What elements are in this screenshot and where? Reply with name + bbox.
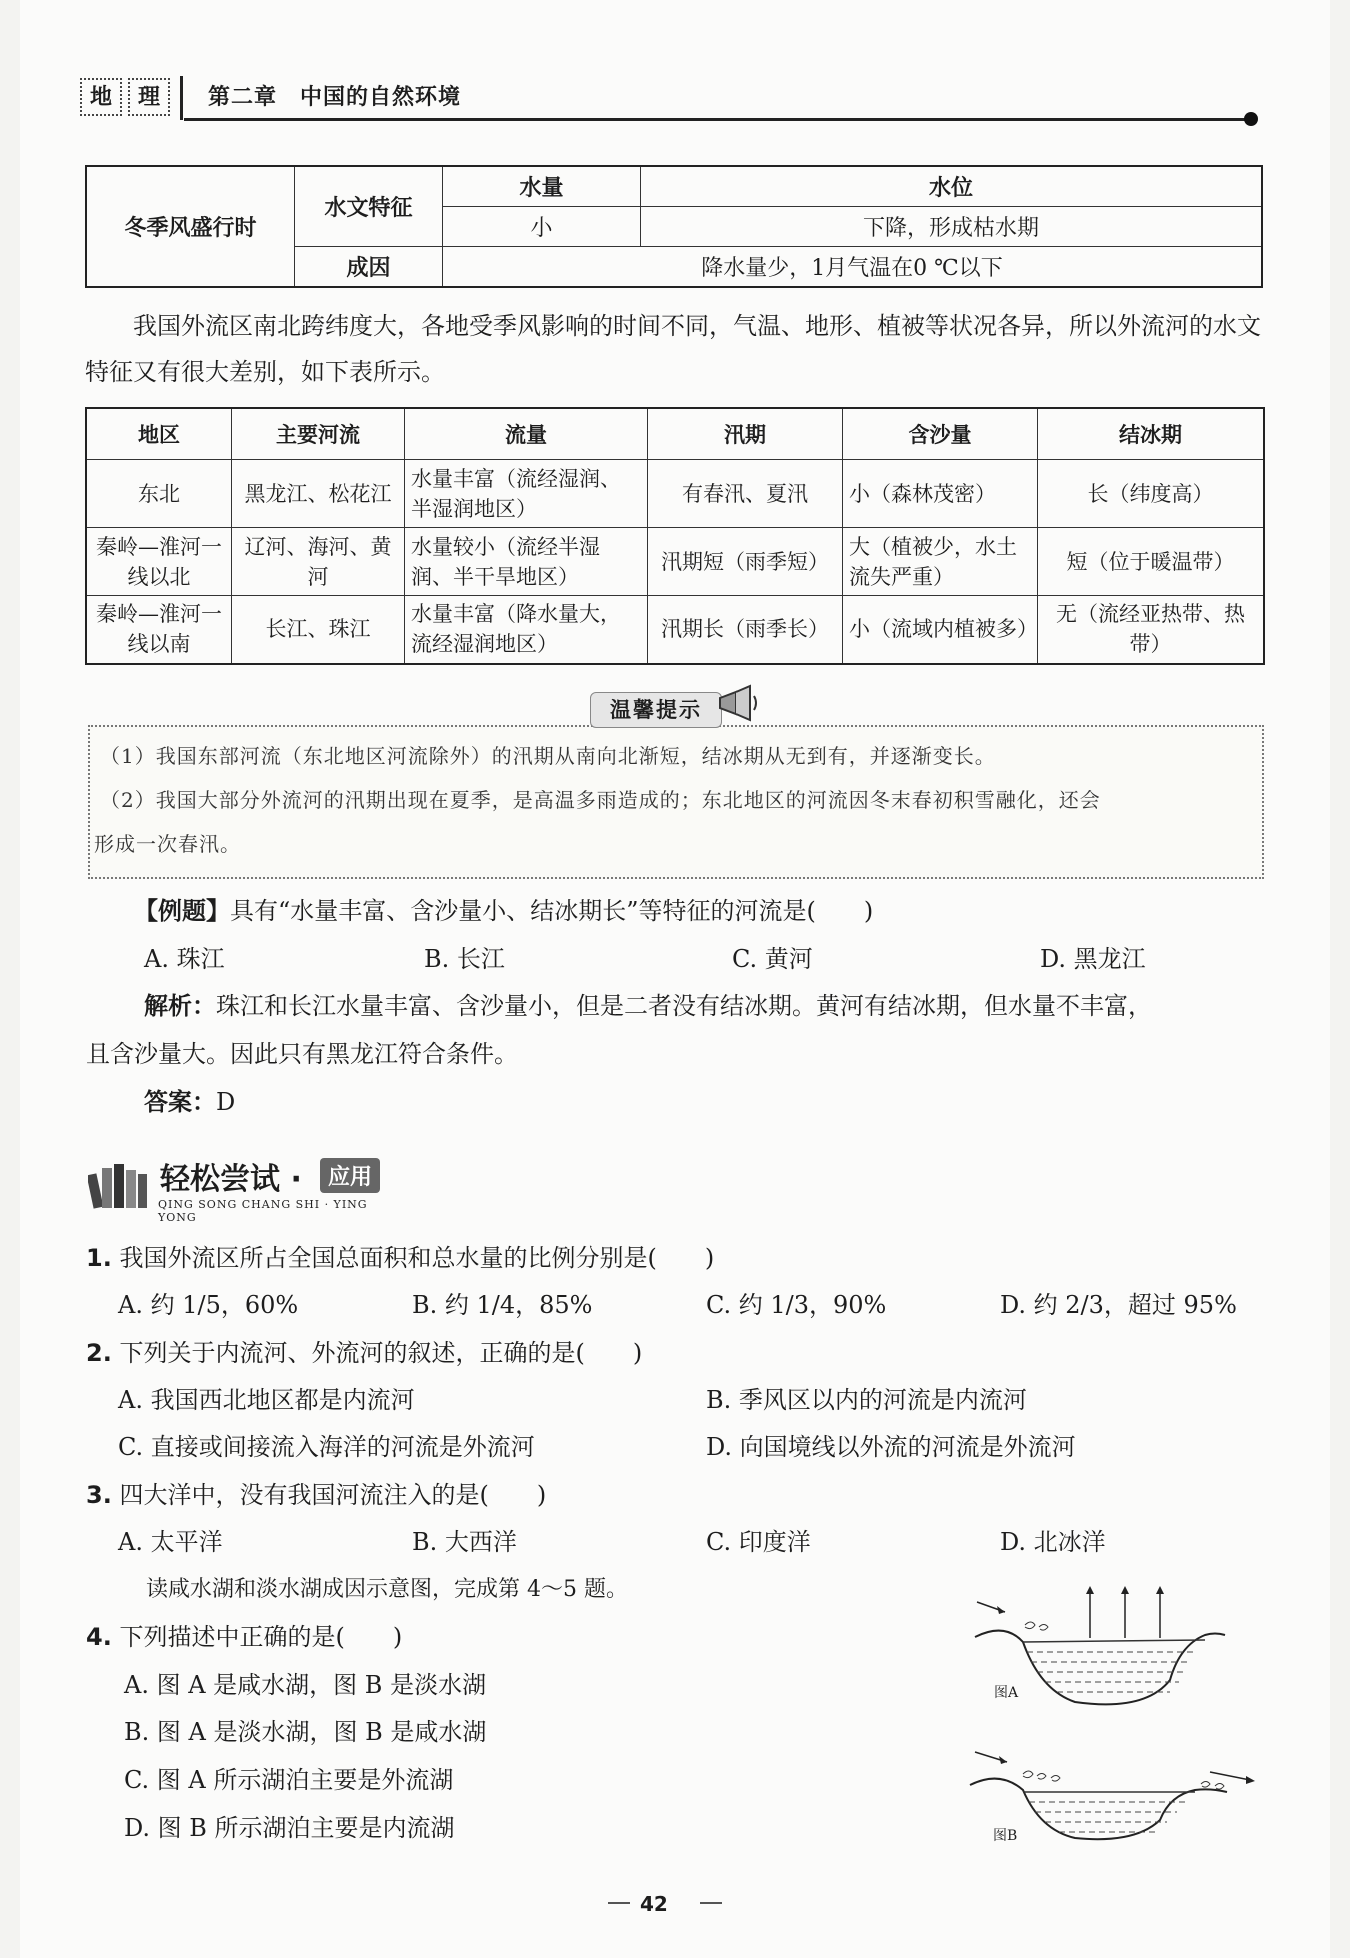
example-option: B. 长江 [424, 945, 505, 973]
table-cell: 辽河、海河、黄河 [232, 528, 405, 596]
option: D. 图 B 所示湖泊主要是内流湖 [124, 1814, 455, 1842]
answer-label: 答案： [144, 1088, 216, 1116]
example-option: A. 珠江 [144, 945, 225, 973]
banner-pinyin: QING SONG CHANG SHI · YING YONG [158, 1198, 368, 1224]
figure-a-label: 图A [994, 1685, 1019, 1701]
option: B. 季风区以内的河流是内流河 [706, 1386, 1027, 1414]
subject-label [80, 78, 170, 116]
page-number: 42 [640, 1892, 668, 1916]
table-header: 含沙量 [843, 408, 1038, 460]
table-cell: 水量丰富（降水量大，流经湿润地区） [405, 596, 648, 664]
option: A. 约 1/5，60% [118, 1291, 299, 1319]
subject-char: 理 [128, 78, 170, 116]
table-cell: 水量较小（流经半湿润、半干旱地区） [405, 528, 648, 596]
subject-char: 地 [80, 78, 122, 116]
col-level: 水位 [641, 166, 1263, 207]
table-cell: 汛期短（雨季短） [648, 528, 843, 596]
banner-title: 轻松尝试 · [160, 1162, 302, 1197]
answer-text: D [216, 1088, 236, 1116]
option: C. 直接或间接流入海洋的河流是外流河 [118, 1433, 535, 1461]
option: A. 图 A 是咸水湖，图 B 是淡水湖 [124, 1671, 487, 1699]
page-number-dash [608, 1902, 630, 1904]
question-text: 下列关于内流河、外流河的叙述，正确的是( ) [119, 1339, 643, 1367]
example-option: D. 黑龙江 [1040, 945, 1146, 973]
row-label: 冬季风盛行时 [86, 166, 295, 287]
option: A. 我国西北地区都是内流河 [118, 1386, 415, 1414]
river-features-table [85, 407, 1265, 665]
option: C. 约 1/3，90% [706, 1291, 887, 1319]
table-cell: 无（流经亚热带、热带） [1038, 596, 1265, 664]
intro-paragraph: 我国外流区南北跨纬度大，各地受季风影响的时间不同，气温、地形、植被等状况各异，所以外流河的水文特征又有很大差别，如下表所示。 [85, 312, 1261, 386]
table-cell: 水量丰富（流经湿润、半湿润地区） [405, 460, 648, 528]
tip-line: （2）我国大部分外流河的汛期出现在夏季，是高温多雨造成的；东北地区的河流因冬末春初积雪融化，还会 [100, 788, 1101, 812]
question-text: 四大洋中，没有我国河流注入的是( ) [119, 1481, 547, 1509]
option: B. 大西洋 [412, 1528, 517, 1556]
table-cell: 长（纬度高） [1038, 460, 1265, 528]
header-rule [184, 118, 1252, 121]
option: B. 约 1/4，85% [412, 1291, 593, 1319]
table-cell: 大（植被少，水土流失严重） [843, 528, 1038, 596]
col-amount: 水量 [443, 166, 641, 207]
analysis-text: 珠江和长江水量丰富、含沙量小，但是二者没有结冰期。黄河有结冰期，但水量不丰富， [216, 992, 1152, 1020]
analysis-label: 解析： [144, 992, 216, 1020]
option: A. 太平洋 [118, 1528, 223, 1556]
question-2 [86, 1338, 642, 1368]
table-header: 汛期 [648, 408, 843, 460]
megaphone-icon [716, 684, 760, 724]
option: D. 北冰洋 [1000, 1528, 1106, 1556]
amount-value: 小 [443, 207, 641, 247]
header-divider [180, 76, 183, 120]
analysis-line: 且含沙量大。因此只有黑龙江符合条件。 [86, 1040, 518, 1068]
level-value: 下降，形成枯水期 [641, 207, 1263, 247]
option: B. 图 A 是淡水湖，图 B 是咸水湖 [124, 1718, 487, 1746]
table-header: 主要河流 [232, 408, 405, 460]
table-cell: 小（森林茂密） [843, 460, 1038, 528]
table-cell: 黑龙江、松花江 [232, 460, 405, 528]
option: C. 印度洋 [706, 1528, 811, 1556]
books-icon [88, 1160, 150, 1210]
option: C. 图 A 所示湖泊主要是外流湖 [124, 1766, 454, 1794]
tip-title: 温馨提示 [590, 692, 722, 728]
page-header [80, 78, 1260, 122]
hydro-label: 水文特征 [295, 166, 443, 247]
figure-b-label: 图B [993, 1828, 1018, 1844]
table-header: 结冰期 [1038, 408, 1265, 460]
example-option: C. 黄河 [732, 945, 813, 973]
table-header-row [86, 408, 1264, 460]
example-label: 【例题】 [134, 897, 230, 925]
question-number: 3. [86, 1481, 112, 1509]
question-number: 2. [86, 1339, 112, 1367]
question-text: 下列描述中正确的是( ) [119, 1623, 403, 1651]
tip-line: 形成一次春汛。 [94, 832, 241, 856]
table-cell: 有春汛、夏汛 [648, 460, 843, 528]
example-text: 具有“水量丰富、含沙量小、结冰期长”等特征的河流是( ) [230, 897, 874, 925]
table-cell: 秦岭—淮河一线以南 [86, 596, 232, 664]
table-cell: 长江、珠江 [232, 596, 405, 664]
table-row [86, 460, 1264, 528]
question-text: 我国外流区所占全国总面积和总水量的比例分别是( ) [119, 1244, 715, 1272]
table-header: 地区 [86, 408, 232, 460]
table-cell: 小（流域内植被多） [843, 596, 1038, 664]
tip-line: （1）我国东部河流（东北地区河流除外）的汛期从南向北渐短，结冰期从无到有，并逐渐变长。 [100, 744, 996, 768]
table-header: 流量 [405, 408, 648, 460]
header-rule-dot [1244, 112, 1258, 126]
winter-monsoon-table [85, 165, 1263, 288]
table-row [86, 596, 1264, 664]
cause-value: 降水量少，1月气温在0 ℃以下 [443, 247, 1263, 288]
option: D. 约 2/3，超过 95% [1000, 1291, 1237, 1319]
question-4 [86, 1622, 402, 1652]
question-1 [86, 1243, 714, 1273]
analysis-line [144, 991, 1152, 1021]
table-cell: 秦岭—淮河一线以北 [86, 528, 232, 596]
chapter-title: 第二章 中国的自然环境 [208, 84, 462, 110]
example-question [134, 896, 873, 926]
figure-intro: 读咸水湖和淡水湖成因示意图，完成第 4～5 题。 [146, 1577, 628, 1602]
cause-label: 成因 [295, 247, 443, 288]
table-cell: 东北 [86, 460, 232, 528]
question-3 [86, 1480, 546, 1510]
page-number-dash [700, 1902, 722, 1904]
option: D. 向国境线以外流的河流是外流河 [706, 1433, 1076, 1461]
table-row [86, 528, 1264, 596]
section-banner [88, 1150, 398, 1224]
question-number: 4. [86, 1623, 112, 1651]
answer-line [144, 1087, 235, 1117]
table-cell: 短（位于暖温带） [1038, 528, 1265, 596]
question-number: 1. [86, 1244, 112, 1272]
banner-tag: 应用 [320, 1158, 380, 1193]
table-cell: 汛期长（雨季长） [648, 596, 843, 664]
